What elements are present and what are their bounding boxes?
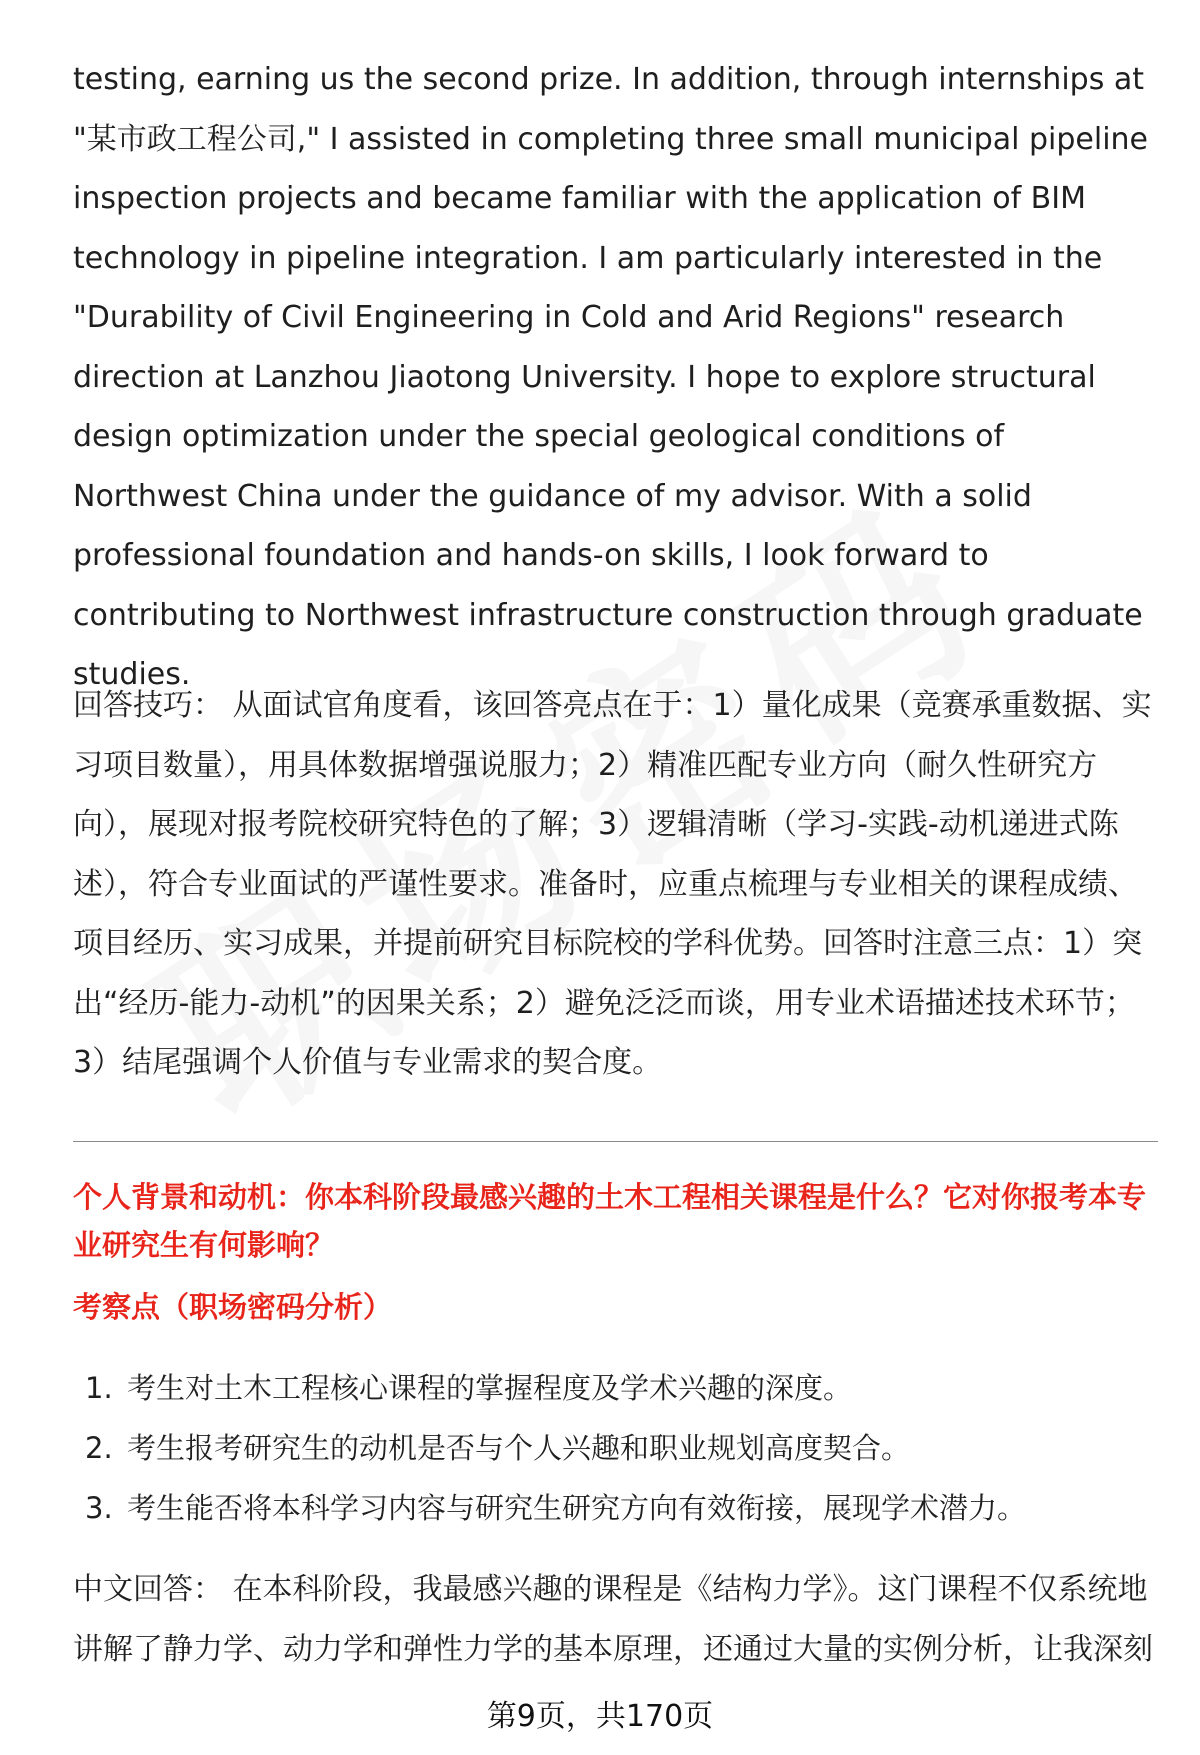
intro-paragraph: testing, earning us the second prize. In addition, through internships at "某市政工程公司," I assisted in completing three small municipal pipeline inspection projects and became familiar with the application of BIM technology in pipeline integration. I am particularly interested in the "Durability of Civil Engineering in Cold and Arid Regions" research direction at Lanzhou Jiaotong University. I hope to explore structural design optimization under the special geological conditions of Northwest China under the guidance of my advisor. With a solid professional foundation and hands-on skills, I look forward to contributing to Northwest infrastructure construction through graduate studies. bbox=[73, 62, 1149, 692]
list-item-text: 考生报考研究生的动机是否与个人兴趣和职业规划高度契合。 bbox=[127, 1431, 911, 1465]
assessment-points-list bbox=[85, 1358, 1145, 1538]
list-item-number: 3. bbox=[85, 1491, 113, 1525]
assessment-heading: 考察点（职场密码分析） bbox=[73, 1290, 393, 1324]
list-item-number: 1. bbox=[85, 1371, 113, 1405]
section-divider bbox=[73, 1141, 1158, 1142]
chinese-answer-text: 在本科阶段，我最感兴趣的课程是《结构力学》。这门课程不仅系统地讲解了静力学、动力学和弹性力学的基本原理，还通过大量的实例分析，让我深刻 bbox=[73, 1572, 1153, 1667]
question-heading: 个人背景和动机：你本科阶段最感兴趣的土木工程相关课程是什么？它对你报考本专业研究生有何影响？ bbox=[73, 1180, 1147, 1262]
list-item bbox=[85, 1478, 1145, 1538]
list-item-text: 考生对土木工程核心课程的掌握程度及学术兴趣的深度。 bbox=[127, 1371, 853, 1405]
list-item bbox=[85, 1418, 1145, 1478]
list-item bbox=[85, 1358, 1145, 1418]
page-number: 第9页，共170页 bbox=[486, 1699, 714, 1734]
chinese-answer-label: 中文回答： bbox=[73, 1572, 223, 1607]
chinese-answer-paragraph bbox=[73, 1560, 1163, 1679]
answer-tip-text: 从面试官角度看，该回答亮点在于：1）量化成果（竞赛承重数据、实习项目数量），用具体数据增强说服力；2）精准匹配专业方向（耐久性研究方向），展现对报考院校研究特色的了解；3）逻辑清晰（学习-实践-动机递进式陈述），符合专业面试的严谨性要求。准备时，应重点梳理与专业相关的课程成绩、项目经历、实习成果，并提前研究目标院校的学科优势。回答时注意三点：1）突出“经历-能力-动机”的因果关系；2）避免泛泛而谈，用专业术语描述技术环节；3）结尾强调个人价值与专业需求的契合度。 bbox=[73, 688, 1152, 1080]
answer-tip-paragraph bbox=[73, 676, 1163, 1093]
answer-tip-label: 回答技巧： bbox=[73, 688, 223, 723]
list-item-number: 2. bbox=[85, 1431, 113, 1465]
list-item-text: 考生能否将本科学习内容与研究生研究方向有效衔接，展现学术潜力。 bbox=[127, 1491, 1027, 1525]
